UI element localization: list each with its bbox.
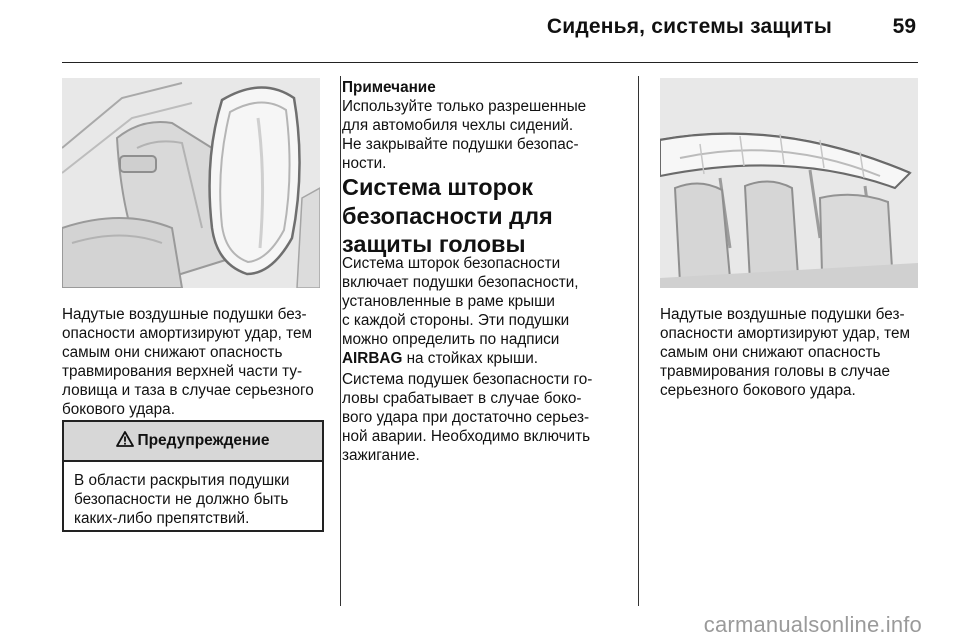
column-divider-right	[638, 76, 639, 606]
note-line: Не закрывайте подушки безопас-	[342, 136, 579, 153]
page-number: 59	[892, 15, 916, 38]
paragraph-deployment	[342, 370, 634, 465]
note-line: для автомобиля чехлы сидений.	[342, 117, 574, 134]
warning-line: безопасности не должно быть	[74, 491, 289, 508]
curtain-airbag-figure	[660, 78, 918, 288]
curtain-airbag-illustration	[660, 78, 918, 288]
column-divider-left	[340, 76, 341, 606]
caption-line: серьезного бокового удара.	[660, 382, 856, 399]
caption-line: опасности амортизируют удар, тем	[62, 325, 312, 342]
warning-title: Предупреждение	[137, 432, 270, 449]
note-title: Примечание	[342, 79, 436, 96]
airbag-label: AIRBAG	[342, 350, 403, 367]
paragraph-line-rest: на стойках крыши.	[402, 350, 539, 367]
curtain-airbag-caption	[660, 305, 932, 400]
paragraph-line: зажигание.	[342, 447, 420, 464]
seat-airbag-figure	[62, 78, 320, 288]
warning-header	[64, 422, 322, 462]
paragraph-line: Система подушек безопасности го-	[342, 371, 593, 388]
paragraph-line: Система шторок безопасности	[342, 255, 561, 272]
warning-text	[64, 462, 322, 528]
caption-line: Надутые воздушные подушки без-	[660, 306, 905, 323]
paragraph-line	[342, 349, 634, 368]
heading-line: защиты головы	[342, 231, 526, 257]
paragraph-curtain-description	[342, 254, 634, 368]
watermark: carmanualsonline.info	[703, 612, 922, 637]
seat-airbag-caption	[62, 305, 332, 419]
page-title: Сиденья, системы защиты	[546, 15, 832, 38]
caption-line: травмирования верхней части ту-	[62, 363, 303, 380]
section-heading	[342, 173, 642, 259]
note-line: ности.	[342, 155, 387, 172]
note-line: Используйте только разрешенные	[342, 98, 587, 115]
paragraph-line: можно определить по надписи	[342, 331, 560, 348]
paragraph-line: включает подушки безопасности,	[342, 274, 579, 291]
paragraph-line: ной аварии. Необходимо включить	[342, 428, 591, 445]
caption-line: самым они снижают опасность	[660, 344, 881, 361]
caption-line: опасности амортизируют удар, тем	[660, 325, 910, 342]
caption-line: бокового удара.	[62, 401, 175, 418]
warning-line: каких-либо препятствий.	[74, 510, 250, 527]
paragraph-line: вого удара при достаточно серьез-	[342, 409, 590, 426]
caption-line: ловища и таза в случае серьезного	[62, 382, 314, 399]
paragraph-line: ловы срабатывает в случае боко-	[342, 390, 582, 407]
heading-line: безопасности для	[342, 202, 553, 229]
caption-line: травмирования головы в случае	[660, 363, 891, 380]
warning-box	[62, 420, 324, 532]
seat-side-airbag-illustration	[62, 78, 320, 288]
header-divider	[62, 62, 918, 63]
paragraph-line: установленные в раме крыши	[342, 293, 555, 310]
heading-line: Система шторок	[342, 174, 534, 200]
paragraph-line: с каждой стороны. Эти подушки	[342, 312, 570, 329]
warning-triangle-icon	[116, 431, 134, 452]
note-block	[342, 78, 632, 173]
caption-line: Надутые воздушные подушки без-	[62, 306, 307, 323]
caption-line: самым они снижают опасность	[62, 344, 283, 361]
warning-line: В области раскрытия подушки	[74, 472, 290, 489]
